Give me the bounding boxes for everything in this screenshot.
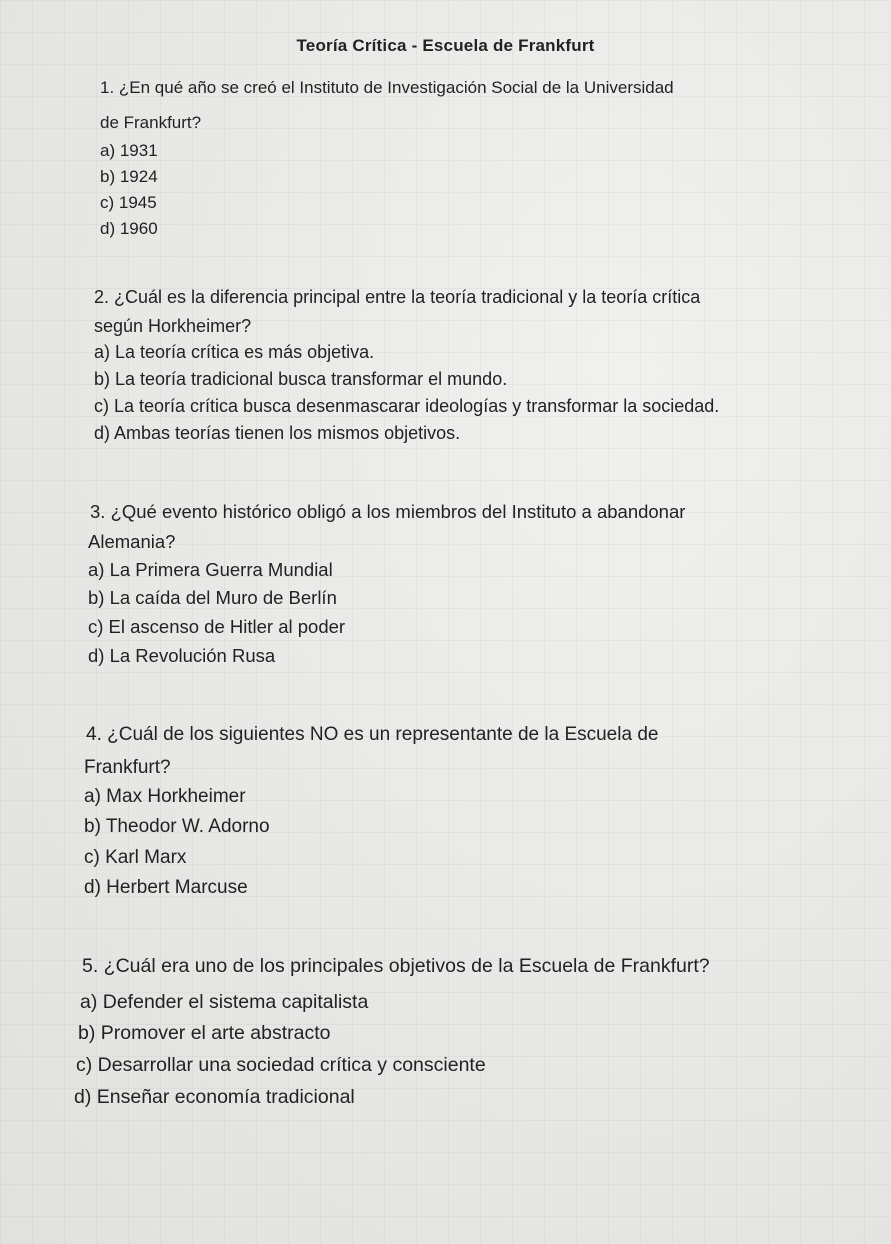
question-2-stem-line-1: 2. ¿Cuál es la diferencia principal entre la teoría tradicional y la teoría crítica [94, 287, 701, 307]
question-1-stem-line-1: 1. ¿En qué año se creó el Instituto de Investigación Social de la Universidad [100, 78, 674, 97]
question-2-option-c: c) La teoría crítica busca desenmascarar ideologías y transformar la sociedad. [94, 396, 720, 416]
question-5-option-b: b) Promover el arte abstracto [78, 1022, 331, 1044]
question-4-option-c: c) Karl Marx [84, 847, 187, 868]
question-2-stem-line-2: según Horkheimer? [94, 316, 252, 336]
question-4-option-a: a) Max Horkheimer [84, 786, 246, 807]
question-4-option-d: d) Herbert Marcuse [84, 877, 248, 898]
question-1-option-d: d) 1960 [100, 219, 158, 238]
question-4-stem-line-1: 4. ¿Cuál de los siguientes NO es un representante de la Escuela de [86, 724, 659, 745]
question-1-option-c: c) 1945 [100, 193, 157, 212]
question-2-option-b: b) La teoría tradicional busca transformar el mundo. [94, 369, 508, 389]
question-3-stem-line-1: 3. ¿Qué evento histórico obligó a los miembros del Instituto a abandonar [90, 501, 686, 522]
question-1-option-b: b) 1924 [100, 167, 158, 186]
question-5-option-a: a) Defender el sistema capitalista [80, 991, 369, 1013]
question-5-option-c: c) Desarrollar una sociedad crítica y consciente [76, 1054, 486, 1076]
question-3-option-a: a) La Primera Guerra Mundial [88, 559, 333, 580]
question-2-option-a: a) La teoría crítica es más objetiva. [94, 342, 375, 362]
question-3-option-c: c) El ascenso de Hitler al poder [88, 616, 346, 637]
question-4-option-b: b) Theodor W. Adorno [84, 816, 270, 837]
question-3-option-d: d) La Revolución Rusa [88, 645, 276, 666]
page-title: Teoría Crítica - Escuela de Frankfurt [296, 36, 595, 55]
question-2-option-d: d) Ambas teorías tienen los mismos objetivos. [94, 423, 461, 443]
question-3-option-b: b) La caída del Muro de Berlín [88, 587, 337, 608]
question-1-stem-line-2: de Frankfurt? [100, 113, 202, 132]
question-1-option-a: a) 1931 [100, 141, 158, 160]
question-5-stem-line-1: 5. ¿Cuál era uno de los principales objetivos de la Escuela de Frankfurt? [82, 955, 710, 977]
question-3-stem-line-2: Alemania? [88, 531, 176, 552]
question-4-stem-line-2: Frankfurt? [84, 757, 171, 778]
question-5-option-d: d) Enseñar economía tradicional [74, 1086, 355, 1108]
